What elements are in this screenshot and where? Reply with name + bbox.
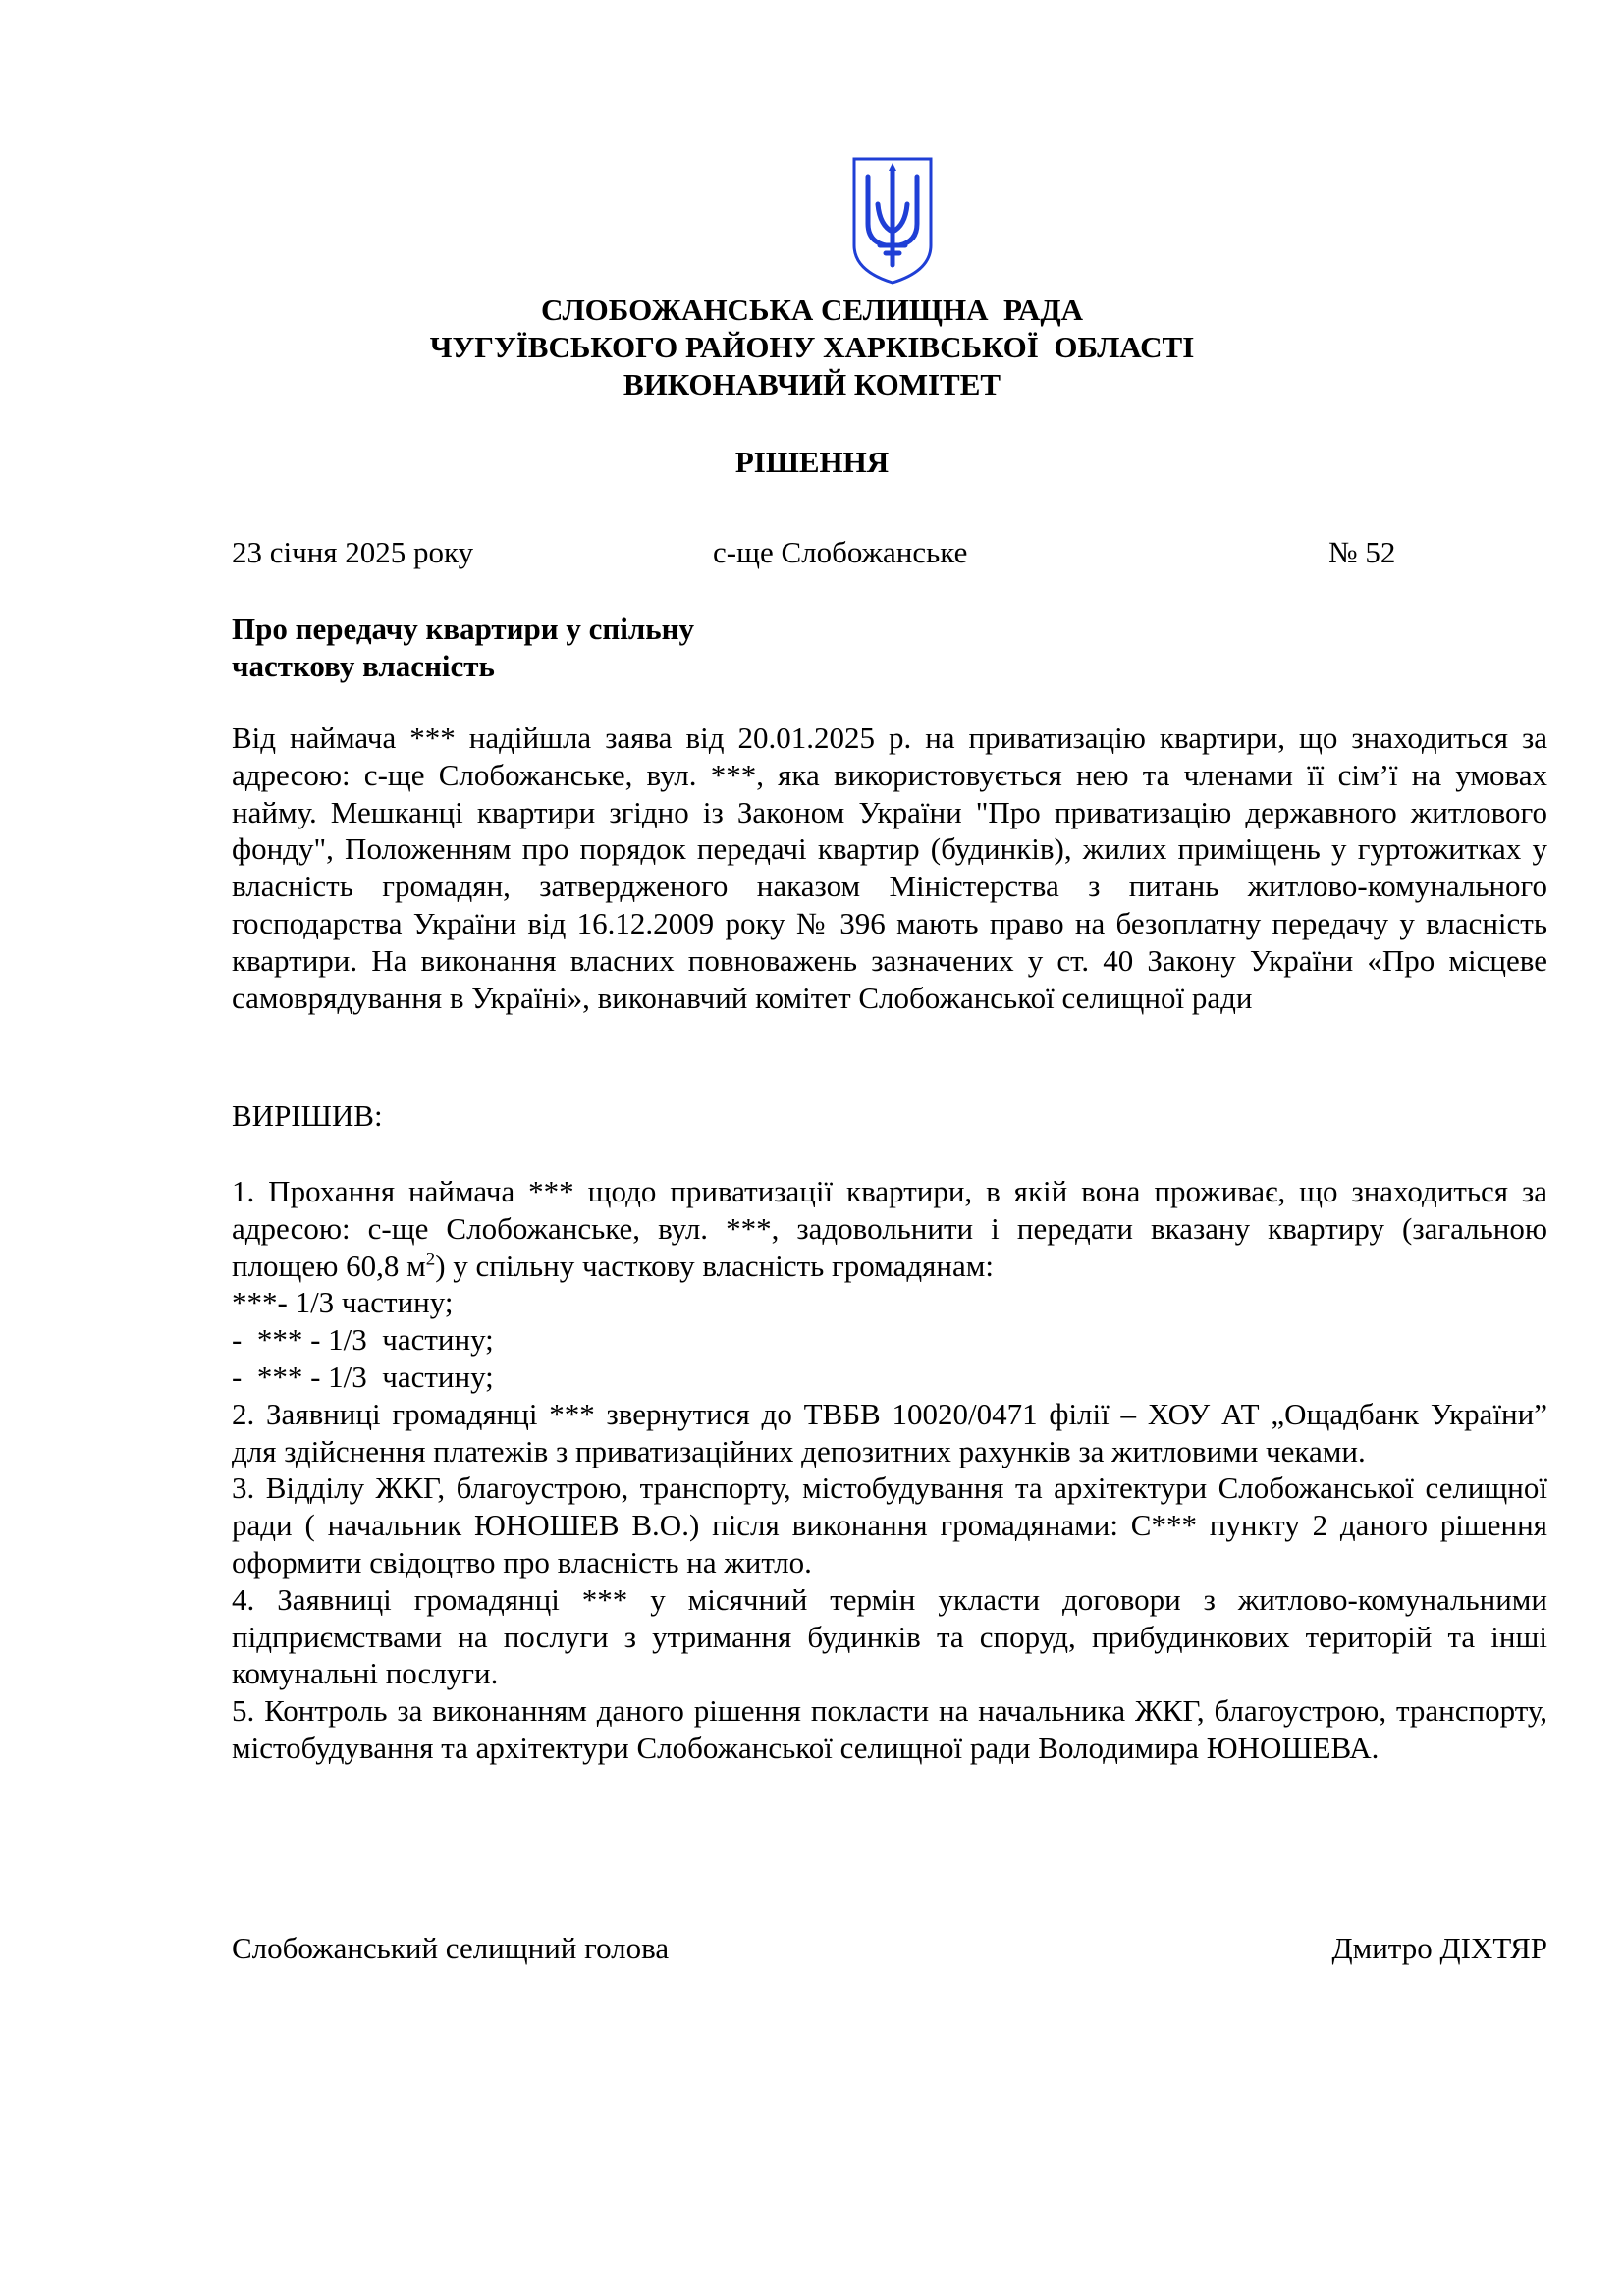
share-line-1: ***- 1/3 частину; — [232, 1285, 454, 1320]
preamble-paragraph: Від наймача *** надійшла заява від 20.01.2025 р. на приватизацію квартири, що знаходиться за адресою: с-ще Слобожанське, вул. ***, яка використовується нею та членами її сім’ї на умовах найму. Мешканці квартири згідно із Законом України "Про приватизацію державного житлового фонду", Положенням про порядок передачі квартир (будинків), жилих приміщень у гуртожитках у власність громадян, затвердженого наказом Міністерства з питань житлово-комунального господарства України від 16.12.2009 року № 396 мають право на безоплатну передачу у власність квартири. На виконання власних повноважень зазначених у ст. 40 Закону України «Про місцеве самоврядування в Україні», виконавчий комітет Слобожанської селищної ради — [232, 721, 1547, 1015]
item-4: 4. Заявниці громадянці *** у місячний термін укласти договори з житлово-комунальними підприємствами на послуги з утримання будинків та споруд, прибудинкових територій та інші комунальні послуги. — [232, 1581, 1547, 1691]
item-1-text-end: ) у спільну часткову власність громадянам: — [435, 1248, 994, 1283]
header-line-3: ВИКОНАВЧИЙ КОМІТЕТ — [623, 367, 1001, 401]
item-2: 2. Заявниці громадянці *** звернутися до ТВБВ 10020/0471 філії – ХОУ АТ „Ощадбанк України” для здійснення платежів з приватизаційних депозитних рахунків за житловими чеками. — [232, 1396, 1547, 1468]
decision-date: 23 січня 2025 року — [232, 535, 474, 569]
header-line-1: СЛОБОЖАНСЬКА СЕЛИЩНА РАДА — [540, 293, 1084, 327]
item-1-text: 1. Прохання наймача *** щодо приватизації квартири, в якій вона проживає, що знаходиться за адресою: с-ще Слобожанське, вул. ***, задовольнити і передати вказану квартиру (загальною площею 60,8 м — [232, 1174, 1547, 1283]
decision-items — [232, 1173, 1547, 1767]
decided-heading: ВИРІШИВ: — [232, 1098, 383, 1133]
ukrainian-trident-coat-of-arms-icon — [850, 155, 935, 285]
document-meta — [232, 534, 1547, 573]
subject-line-2: часткову власність — [232, 649, 495, 683]
item-5: 5. Контроль за виконанням даного рішення покласти на начальника ЖКГ, благоустрою, транспорту, містобудування та архітектури Слобожанської селищної ради Володимира ЮНОШЕВА. — [232, 1693, 1547, 1765]
decision-number: № 52 — [1328, 535, 1396, 569]
document-title: РІШЕННЯ — [734, 445, 890, 479]
council-header — [0, 292, 1624, 403]
decision-subject — [232, 611, 694, 685]
share-line-3: - *** - 1/3 частину; — [232, 1359, 494, 1394]
signatory-role: Слобожанський селищний голова — [232, 1931, 670, 1965]
signatory-name: Дмитро ДІХТЯР — [1331, 1931, 1547, 1965]
item-1 — [232, 1173, 1547, 1284]
item-3: 3. Відділу ЖКГ, благоустрою, транспорту, містобудування та архітектури Слобожанської селищної ради ( начальник ЮНОШЕВ В.О.) після виконання громадянами: С*** пункту 2 даного рішення оформити свідоцтво про власність на житло. — [232, 1470, 1547, 1579]
subject-line-1: Про передачу квартири у спільну — [232, 612, 694, 646]
decision-place: с-ще Слобожанське — [713, 535, 968, 569]
item-1-superscript: 2 — [425, 1249, 436, 1270]
share-line-2: - *** - 1/3 частину; — [232, 1322, 494, 1358]
header-line-2: ЧУГУЇВСЬКОГО РАЙОНУ ХАРКІВСЬКОЇ ОБЛАСТІ — [429, 330, 1195, 364]
